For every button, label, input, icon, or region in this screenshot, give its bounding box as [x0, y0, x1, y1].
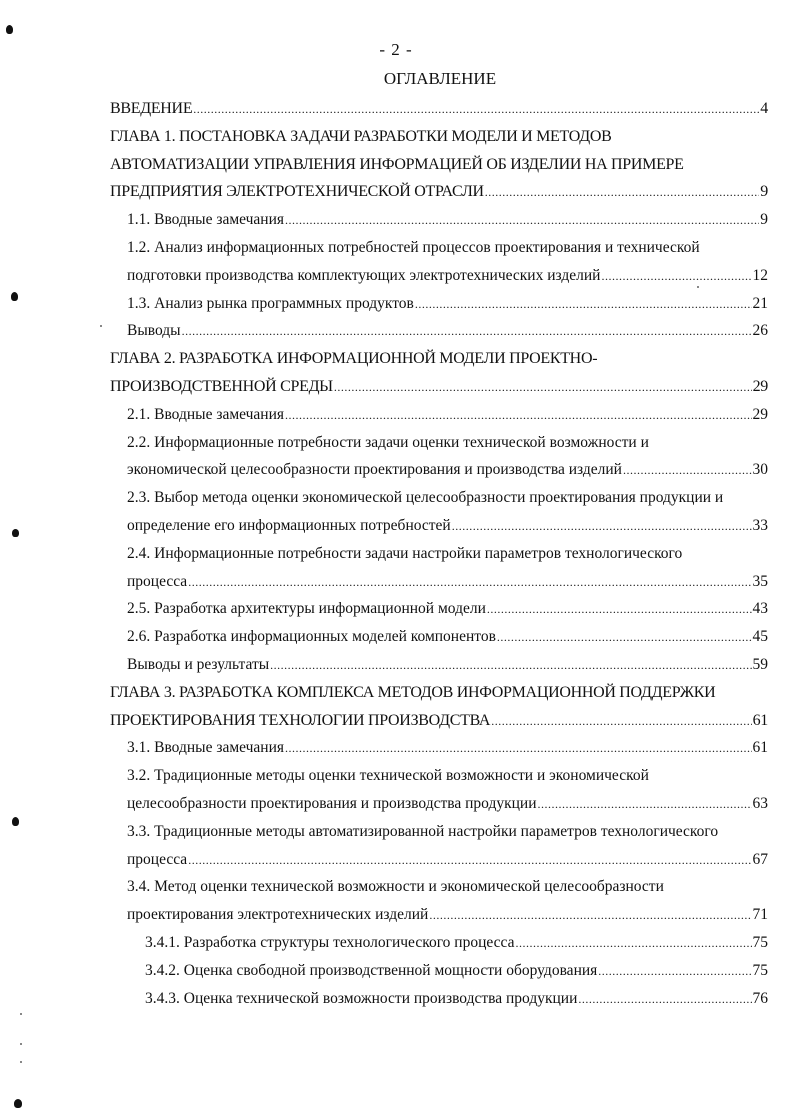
- dot-leader: [334, 374, 752, 401]
- toc-page-number: 43: [752, 600, 768, 618]
- dot-leader: [497, 624, 752, 651]
- toc-page-number: 67: [752, 850, 768, 868]
- scan-artifact-speck: [100, 325, 102, 327]
- toc-entry[interactable]: [110, 151, 768, 179]
- toc-entry-title: ВВЕДЕНИЕ: [110, 100, 193, 117]
- dot-leader: [601, 263, 751, 290]
- dot-leader: [452, 513, 752, 540]
- dot-leader: [429, 902, 751, 929]
- toc-entry[interactable]: [110, 484, 768, 512]
- toc-entry[interactable]: [110, 707, 768, 735]
- toc-entry[interactable]: [110, 123, 768, 151]
- toc-page-number: 9: [760, 183, 768, 201]
- toc-entry-title: экономической целесообразности проектирования и производства изделий: [127, 461, 622, 479]
- toc-page-number: 63: [752, 794, 768, 812]
- dot-leader: [285, 207, 759, 234]
- toc-entry-title: ГЛАВА 1. ПОСТАНОВКА ЗАДАЧИ РАЗРАБОТКИ МОДЕЛИ И МЕТОДОВ: [110, 127, 612, 145]
- dot-leader: [188, 569, 751, 596]
- toc-entry-title: ПРЕДПРИЯТИЯ ЭЛЕКТРОТЕХНИЧЕСКОЙ ОТРАСЛИ: [110, 183, 484, 201]
- toc-entry[interactable]: [110, 985, 768, 1013]
- toc-page-number: 75: [752, 933, 768, 951]
- toc-entry[interactable]: [110, 456, 768, 484]
- toc-entry[interactable]: [110, 345, 768, 373]
- toc-page-number: 33: [752, 516, 768, 534]
- scan-artifact-mark: [6, 25, 13, 34]
- toc-page-number: 26: [752, 322, 768, 340]
- toc-entry-title: 2.1. Вводные замечания: [127, 405, 285, 423]
- scan-artifact-mark: [11, 292, 18, 301]
- toc-entry-title: 2.4. Информационные потребности задачи настройки параметров технологического: [127, 544, 683, 562]
- toc-entry[interactable]: [110, 623, 768, 651]
- dot-leader: [515, 930, 751, 957]
- toc-entry-title: процесса: [127, 572, 188, 590]
- toc-entry[interactable]: [110, 178, 768, 206]
- toc-entry-title: Выводы и результаты: [127, 655, 270, 673]
- toc-entry-title: ГЛАВА 3. РАЗРАБОТКА КОМПЛЕКСА МЕТОДОВ ИНФОРМАЦИОННОЙ ПОДДЕРЖКИ: [110, 683, 716, 701]
- dot-leader: [285, 402, 751, 429]
- scan-artifact-mark: [12, 529, 19, 537]
- toc-page-number: 59: [752, 655, 768, 673]
- dot-leader: [578, 986, 751, 1013]
- dot-leader: [285, 735, 751, 762]
- toc-entry[interactable]: [110, 512, 768, 540]
- toc-entry-title: 2.6. Разработка информационных моделей компонентов: [127, 628, 496, 646]
- toc-page-number: 29: [752, 405, 768, 423]
- toc-page-number: 61: [752, 739, 768, 757]
- dot-leader: [193, 96, 759, 123]
- toc-entry[interactable]: [110, 373, 768, 401]
- dot-leader: [485, 179, 760, 206]
- toc-page-number: 4: [760, 100, 768, 117]
- dot-leader: [538, 791, 752, 818]
- toc-entry-title: подготовки производства комплектующих электротехнических изделий: [127, 266, 601, 284]
- table-of-contents: [110, 95, 768, 1012]
- toc-entry[interactable]: [110, 290, 768, 318]
- toc-page-number: 45: [752, 628, 768, 646]
- toc-entry[interactable]: [110, 818, 768, 846]
- scan-artifact-mark: [12, 817, 19, 826]
- page-number: - 2 -: [379, 40, 413, 59]
- toc-entry[interactable]: [110, 762, 768, 790]
- toc-entry[interactable]: [110, 873, 768, 901]
- toc-page-number: 71: [752, 906, 768, 924]
- toc-entry[interactable]: [110, 901, 768, 929]
- toc-entry[interactable]: [110, 540, 768, 568]
- toc-entry-title: ПРОЕКТИРОВАНИЯ ТЕХНОЛОГИИ ПРОИЗВОДСТВА: [110, 711, 491, 729]
- toc-entry[interactable]: [110, 317, 768, 345]
- dot-leader: [598, 958, 751, 985]
- dot-leader: [491, 708, 751, 735]
- toc-title: ОГЛАВЛЕНИЕ: [383, 69, 497, 88]
- dot-leader: [188, 847, 751, 874]
- toc-page-number: 29: [752, 377, 768, 395]
- toc-entry[interactable]: [110, 401, 768, 429]
- toc-entry[interactable]: [110, 595, 768, 623]
- toc-entry-title: ГЛАВА 2. РАЗРАБОТКА ИНФОРМАЦИОННОЙ МОДЕЛИ ПРОЕКТНО-: [110, 350, 598, 368]
- dot-leader: [487, 596, 752, 623]
- toc-entry-title: процесса: [127, 850, 188, 868]
- toc-entry-title: 3.4.1. Разработка структуры технологического процесса: [145, 933, 515, 951]
- toc-entry-title: 1.2. Анализ информационных потребностей процессов проектирования и технической: [127, 238, 700, 256]
- toc-entry-title: Выводы: [127, 322, 181, 340]
- toc-entry[interactable]: [110, 846, 768, 874]
- toc-entry-title: 2.2. Информационные потребности задачи оценки технической возможности и: [127, 433, 649, 451]
- dot-leader: [623, 457, 752, 484]
- toc-entry-title: 2.3. Выбор метода оценки экономической целесообразности проектирования продукции и: [127, 489, 724, 507]
- toc-entry-title: целесообразности проектирования и производства продукции: [127, 794, 537, 812]
- toc-entry-title: АВТОМАТИЗАЦИИ УПРАВЛЕНИЯ ИНФОРМАЦИЕЙ ОБ ИЗДЕЛИИ НА ПРИМЕРЕ: [110, 155, 684, 173]
- scan-artifact-speck: [20, 1061, 22, 1063]
- toc-entry[interactable]: [110, 790, 768, 818]
- toc-entry[interactable]: [110, 734, 768, 762]
- toc-entry-title: 3.2. Традиционные методы оценки технической возможности и экономической: [127, 767, 649, 785]
- toc-entry-title: 3.4.2. Оценка свободной производственной мощности оборудования: [145, 961, 598, 979]
- toc-entry[interactable]: [110, 95, 768, 123]
- toc-entry[interactable]: [110, 206, 768, 234]
- toc-entry-title: ПРОИЗВОДСТВЕННОЙ СРЕДЫ: [110, 377, 333, 395]
- toc-page-number: 30: [752, 461, 768, 479]
- toc-entry[interactable]: [110, 262, 768, 290]
- toc-entry-title: проектирования электротехнических изделий: [127, 906, 429, 924]
- dot-leader: [415, 291, 752, 318]
- toc-entry[interactable]: [110, 568, 768, 596]
- toc-entry[interactable]: [110, 234, 768, 262]
- scan-artifact-speck: [20, 1013, 22, 1015]
- toc-entry-title: 2.5. Разработка архитектуры информационной модели: [127, 600, 486, 618]
- toc-page-number: 12: [752, 266, 768, 284]
- toc-entry[interactable]: [110, 957, 768, 985]
- scan-artifact-speck: [20, 1043, 22, 1045]
- toc-entry-title: 3.3. Традиционные методы автоматизированной настройки параметров технологического: [127, 822, 719, 840]
- toc-page-number: 21: [752, 294, 768, 312]
- toc-entry[interactable]: [110, 429, 768, 457]
- toc-entry-title: 3.4.3. Оценка технической возможности производства продукции: [145, 989, 578, 1007]
- toc-entry[interactable]: [110, 929, 768, 957]
- toc-entry-title: определение его информационных потребностей: [127, 516, 451, 534]
- dot-leader: [270, 652, 751, 679]
- toc-entry-title: 3.1. Вводные замечания: [127, 739, 285, 757]
- toc-page-number: 76: [752, 989, 768, 1007]
- toc-entry-title: 1.3. Анализ рынка программных продуктов: [127, 294, 414, 312]
- toc-page-number: 61: [752, 711, 768, 729]
- toc-entry[interactable]: [110, 679, 768, 707]
- dot-leader: [182, 318, 752, 345]
- scan-artifact-mark: [14, 1099, 22, 1108]
- toc-page-number: 35: [752, 572, 768, 590]
- toc-page-number: 9: [760, 211, 768, 229]
- toc-entry-title: 1.1. Вводные замечания: [127, 211, 285, 229]
- toc-entry-title: 3.4. Метод оценки технической возможности и экономической целесообразности: [127, 878, 664, 896]
- toc-entry[interactable]: [110, 651, 768, 679]
- toc-page-number: 75: [752, 961, 768, 979]
